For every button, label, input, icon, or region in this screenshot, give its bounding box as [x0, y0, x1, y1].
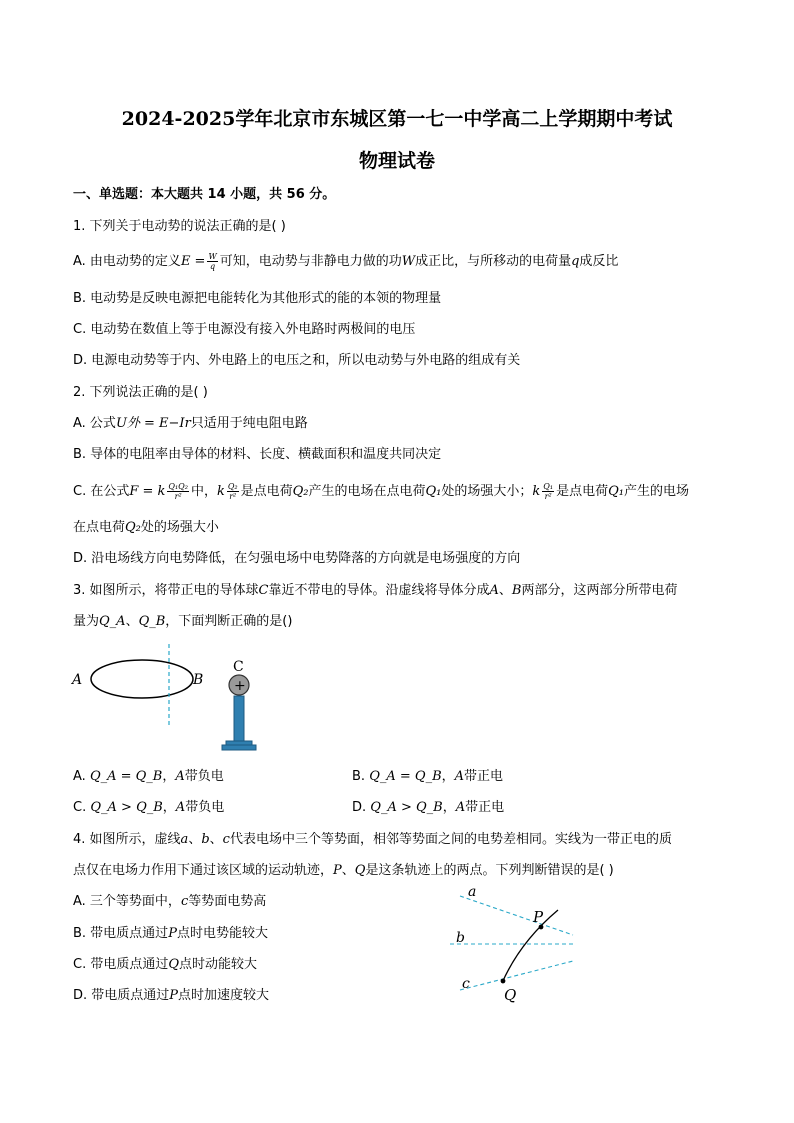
q1-option-a: A. 由电动势的定义E = $\frac{W}{q}$ 可知，电动势与非静电力做的功W成正比，与所移动的电荷量q成反比 [73, 252, 619, 271]
fig4-label-b: b [456, 930, 465, 946]
q4-option-b: B. 带电质点通过P点时电势能较大 [73, 926, 268, 941]
q3-option-c: C. Q_A > Q_B，A带负电 [73, 800, 225, 815]
fig3-label-c: C [233, 659, 244, 675]
section-heading: 一、单选题：本大题共 14 小题，共 56 分。 [73, 187, 336, 202]
fig4-label-c: c [462, 976, 470, 992]
q2-option-d: D. 沿电场线方向电势降低，在匀强电场中电势降落的方向就是电场强度的方向 [73, 551, 521, 566]
q1-option-b: B. 电动势是反映电源把电能转化为其他形式的能的本领的物理量 [73, 291, 442, 306]
equipotential-c [460, 961, 573, 990]
q3-option-a: A. Q_A = Q_B，A带负电 [73, 769, 224, 784]
q1-option-d: D. 电源电动势等于内、外电路上的电压之和，所以电动势与外电路的组成有关 [73, 353, 521, 368]
stand-base [226, 741, 252, 745]
fig4-label-q: Q [504, 986, 517, 1004]
q1-stem: 1. 下列关于电动势的说法正确的是( ) [73, 219, 286, 234]
paper-subtitle: 物理试卷 [358, 150, 435, 172]
q4-option-d: D. 带电质点通过P点时加速度较大 [73, 988, 270, 1003]
fig4-label-a: a [468, 884, 477, 900]
q2-option-c-cont: 在点电荷Q₂处的场强大小 [73, 520, 219, 535]
q2-option-b: B. 导体的电阻率由导体的材料、长度、横截面积和温度共同决定 [73, 447, 442, 462]
stand-pole [234, 696, 244, 741]
fig4-label-p: P [533, 908, 544, 926]
q2-option-a: A. 公式U外 = E−Ir只适用于纯电阻电路 [73, 416, 308, 431]
q2-stem: 2. 下列说法正确的是( ) [73, 385, 208, 400]
equipotential-a [460, 896, 573, 935]
q3-option-d: D. Q_A > Q_B，A带正电 [352, 800, 505, 815]
q4-option-a: A. 三个等势面中，c等势面电势高 [73, 894, 267, 909]
q4-figure [448, 880, 583, 1005]
plus-sign: + [234, 678, 246, 694]
point-q-dot [501, 979, 506, 984]
q4-stem: 4. 如图所示，虚线a、b、c代表电场中三个等势面，相邻等势面之间的电势差相同。实线为一带正电的质 [73, 832, 672, 847]
fig3-label-b: B [193, 672, 204, 688]
paper-title: 2024-2025学年北京市东城区第一七一中学高二上学期期中考试 [121, 108, 673, 130]
q4-option-c: C. 带电质点通过Q点时动能较大 [73, 957, 258, 972]
fig3-label-a: A [72, 672, 83, 688]
q1-option-c: C. 电动势在数值上等于电源没有接入外电路时两极间的电压 [73, 322, 416, 337]
conductor-ellipse [91, 660, 193, 698]
q3-stem-cont: 量为Q_A、Q_B，下面判断正确的是() [73, 614, 293, 629]
q2-option-c: C. 在公式F = k $\frac{\text{Q₁Q₂}}{\text{r²}}$ 中，k $\frac{\text{Q₂}}{\text{r²}}$ 是点电荷Q₂产生的电场在点电荷Q₁处的场强大小；k $\frac{\text{Q₁}}{\text{r²}}$ 是点电荷Q₁产生的电场 [73, 482, 689, 501]
q3-figure [66, 640, 276, 760]
q3-stem: 3. 如图所示，将带正电的导体球C靠近不带电的导体。沿虚线将导体分成A、B两部分，这两部分所带电荷 [73, 583, 678, 598]
q3-option-b: B. Q_A = Q_B，A带正电 [352, 769, 504, 784]
stand-foot [222, 745, 256, 750]
q4-stem-cont: 点仅在电场力作用下通过该区域的运动轨迹，P、Q是这条轨迹上的两点。下列判断错误的是( ) [73, 863, 614, 878]
